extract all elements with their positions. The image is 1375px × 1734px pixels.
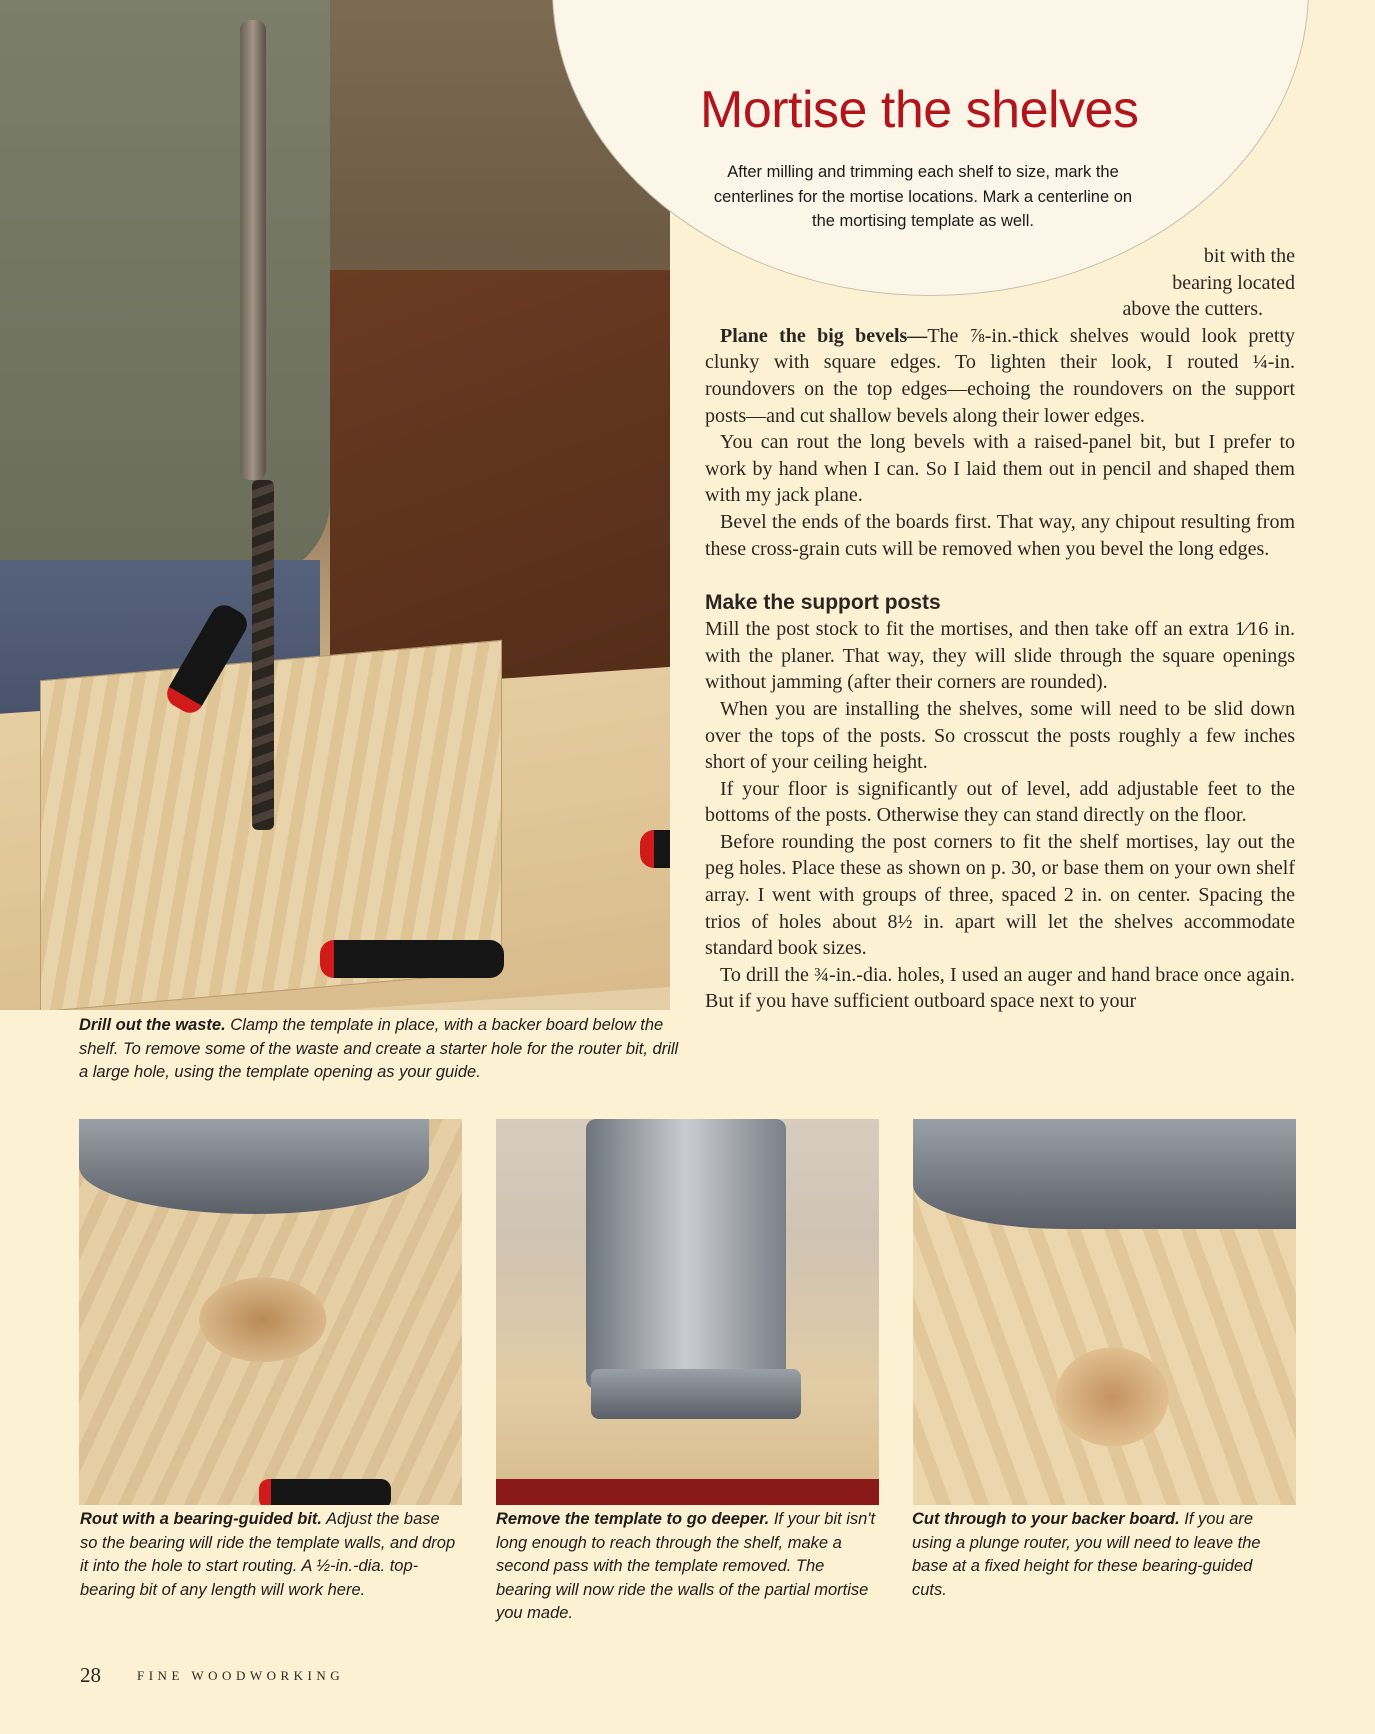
paragraph: To drill the ¾-in.-dia. holes, I used an auger and hand brace once again. But if you have sufficient outboard space next to your [705,963,1295,1013]
photo-second-pass [496,1119,879,1505]
caption-lead: Remove the template to go deeper. [496,1510,770,1528]
paragraph: Mill the post stock to fit the mortises, and then take off an extra 1⁄16 in. with the planer. That way, they will slide through the square openings without jamming (after their corners are rounded). [705,618,1295,694]
paragraph-text: The ⅞-in.-thick shelves would look pretty clunky with square edges. To lighten their look, I routed ¼-in. roundovers on the top edges—echoing the roundovers on the support posts—and cut shallow bevels along their lower edges. [705,324,1295,427]
page-number: 28 [80,1663,101,1687]
photo-auger-bit [252,480,274,830]
photo-shirt [0,0,330,580]
photo-clamp [259,1479,391,1505]
paragraph: Bevel the ends of the boards first. That way, any chipout resulting from these cross-grain cuts will be removed when you bevel the long edges. [705,510,1295,560]
main-photo-drilling [0,0,670,1010]
caption-lead: Cut through to your backer board. [912,1510,1180,1528]
article-body [705,243,1295,1015]
caption-text: Adjust the base so the bearing will ride the template walls, and drop it into the hole to start routing. A ½-in.-dia. top-bearing bit of any length will work here. [80,1510,456,1599]
photo-router-base [79,1119,429,1214]
wrap-line: above the cutters. [1122,298,1263,321]
wrap-paragraph [705,243,1295,323]
caption-lead: Rout with a bearing-guided bit. [80,1510,322,1528]
subhead: Make the support posts [705,591,941,615]
caption-a [80,1508,460,1602]
photo-clamp [320,940,504,978]
wrap-line: bit with the [1203,245,1295,267]
caption-text: If you are using a plunge router, you will need to leave the base at a fixed height for these bearing-guided cuts. [912,1510,1261,1599]
photo-cut-through [913,1119,1296,1505]
photo-router-base [591,1369,801,1419]
run-in-head: Plane the big bevels— [720,324,928,347]
photo-router-base [913,1119,1296,1229]
caption-text: Clamp the template in place, with a backer board below the shelf. To remove some of the waste and create a starter hole for the router bit, drill a large hole, using the template opening as your guide. [79,1016,679,1081]
photo-bench-edge [496,1479,879,1505]
photo-hand-brace [240,20,266,480]
caption-b [496,1508,881,1626]
caption-c [912,1508,1282,1602]
paragraph [705,323,1295,429]
paragraph: You can rout the long bevels with a raised-panel bit, but I prefer to work by hand when I can. So I laid them out in pencil and shaped them with my jack plane. [705,431,1295,507]
paragraph: Before rounding the post corners to fit the shelf mortises, lay out the peg holes. Place these as shown on p. 30, or base them on your own shelf array. I went with groups of three, spaced 2 in. on center. Spacing the trios of holes about 8½ in. apart will let the shelves accommodate standard book sizes. [705,830,1295,960]
photo-plunge-router [586,1119,786,1389]
wrap-line: bearing located [1172,271,1295,294]
caption-text: If your bit isn't long enough to reach through the shelf, make a second pass with the template removed. The bearing will now ride the walls of the partial mortise you made. [496,1510,876,1622]
photo-routing-bearing-bit [79,1119,462,1505]
deck-text: After milling and trimming each shelf to size, mark the centerlines for the mortise locations. Mark a centerline on the mortising template as well. [713,163,1133,230]
paragraph: When you are installing the shelves, some will need to be slid down over the tops of the posts. So crosscut the posts roughly a few inches short of your ceiling height. [705,697,1295,774]
page-title: Mortise the shelves [700,81,1139,139]
photo-clamp [640,830,670,868]
caption-main [79,1014,679,1085]
magazine-name: FINE WOODWORKING [137,1668,345,1683]
paragraph: If your floor is significantly out of level, add adjustable feet to the bottoms of the posts. Otherwise they can stand directly on the floor. [705,777,1295,827]
caption-lead: Drill out the waste. [79,1016,226,1034]
